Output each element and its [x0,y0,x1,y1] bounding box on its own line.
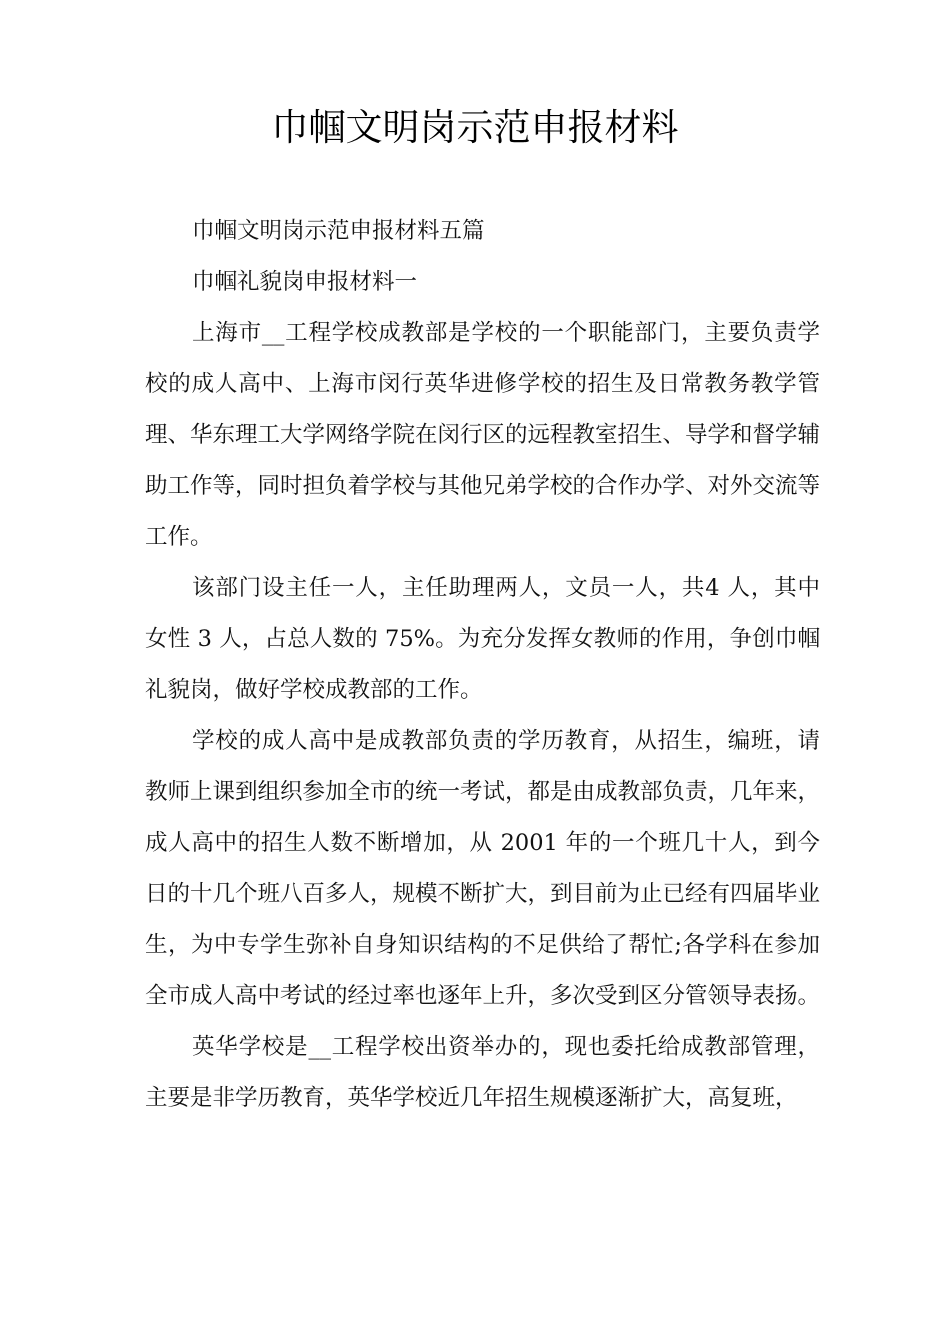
paragraph: 上海市__工程学校成教部是学校的一个职能部门，主要负责学校的成人高中、上海市闵行英华进修学校的招生及日常教务教学管理、华东理工大学网络学院在闵行区的远程教室招生、导学和督学辅助工作等，同时担负着学校与其他兄弟学校的合作办学、对外交流等工作。 [145,320,821,550]
document-body [145,206,820,1124]
paragraph: 学校的成人高中是成教部负责的学历教育，从招生，编班，请教师上课到组织参加全市的统一考试，都是由成教部负责，几年来，成人高中的招生人数不断增加，从 2001 年的一个班几十人，到今日的十几个班八百多人，规模不断扩大，到目前为止已经有四届毕业生，为中专学生弥补自身知识结构的不足供给了帮忙;各学科在参加全市成人高中考试的经过率也逐年上升，多次受到区分管领导表扬。 [145,728,821,1009]
paragraph-section-heading: 巾帼礼貌岗申报材料一 [192,269,418,295]
document-title: 巾帼文明岗示范申报材料 [271,106,679,149]
paragraph-subtitle: 巾帼文明岗示范申报材料五篇 [192,218,485,244]
paragraph: 英华学校是__工程学校出资举办的，现也委托给成教部管理，主要是非学历教育，英华学校近几年招生规模逐渐扩大，高复班， [145,1034,820,1111]
paragraph: 该部门设主任一人，主任助理两人，文员一人，共4 人，其中女性 3 人，占总人数的 75%。为充分发挥女教师的作用，争创巾帼礼貌岗，做好学校成教部的工作。 [145,575,820,703]
